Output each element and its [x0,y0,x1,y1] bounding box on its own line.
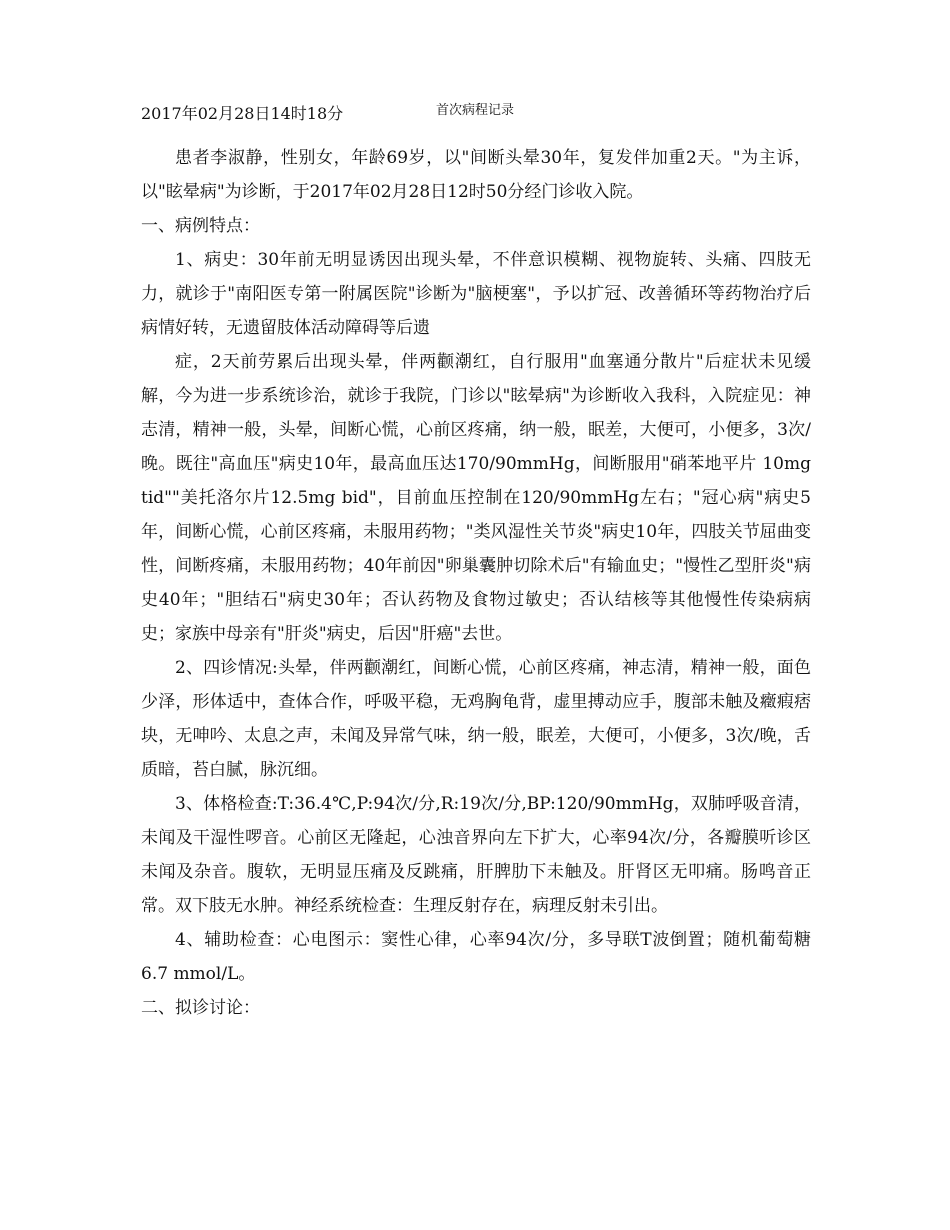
physical-exam-paragraph: 3、体格检查:T:36.4℃,P:94次/分,R:19次/分,BP:120/90mmHg，双肺呼吸音清，未闻及干湿性啰音。心前区无隆起，心浊音界向左下扩大，心率94次/分，各瓣膜听诊区未闻及杂音。腹软，无明显压痛及反跳痛，肝脾肋下未触及。肝肾区无叩痛。肠鸣音正常。双下肢无水肿。神经系统检查：生理反射存在，病理反射未引出。 [141,794,811,916]
record-title: 首次病程记录 [436,103,515,118]
auxiliary-exam-paragraph: 4、辅助检查：心电图示：窦性心律，心率94次/分，多导联T波倒置；随机葡萄糖6.7 mmol/L。 [141,930,811,984]
record-body [141,141,811,1025]
intro-paragraph: 患者李淑静，性别女，年龄69岁，以"间断头晕30年，复发伴加重2天。"为主诉，以"眩晕病"为诊断，于2017年02月28日12时50分经门诊收入院。 [141,148,811,202]
four-diagnosis-paragraph: 2、四诊情况:头晕，伴两颧潮红，间断心慌，心前区疼痛，神志清，精神一般，面色少泽，形体适中，查体合作，呼吸平稳，无鸡胸龟背，虚里搏动应手，腹部未触及癥瘕痞块，无呻吟、太息之声，未闻及异常气味，纳一般，眠差，大便可，小便多，3次/晚，舌质暗，苔白腻，脉沉细。 [141,658,811,780]
history-paragraph-1: 1、病史：30年前无明显诱因出现头晕，不伴意识模糊、视物旋转、头痛、四肢无力，就诊于"南阳医专第一附属医院"诊断为"脑梗塞"，予以扩冠、改善循环等药物治疗后病情好转，无遗留肢体活动障碍等后遗 [141,250,811,338]
history-paragraph-2: 症，2天前劳累后出现头晕，伴两颧潮红，自行服用"血塞通分散片"后症状未见缓解，今为进一步系统诊治，就诊于我院，门诊以"眩晕病"为诊断收入我科，入院症见：神志清，精神一般，头晕，间断心慌，心前区疼痛，纳一般，眠差，大便可，小便多，3次/晚。既往"高血压"病史10年，最高血压达170/90mmHg，间断服用"硝苯地平片 10mg tid""美托洛尔片12.5mg bid"，目前血压控制在120/90mmHg左右；"冠心病"病史5年，间断心慌，心前区疼痛，未服用药物；"类风湿性关节炎"病史10年，四肢关节屈曲变性，间断疼痛，未服用药物；40年前因"卵巢囊肿切除术后"有输血史；"慢性乙型肝炎"病史40年；"胆结石"病史30年；否认药物及食物过敏史；否认结核等其他慢性传染病病史；家族中母亲有"肝炎"病史，后因"肝癌"去世。 [141,352,811,644]
section-heading-diagnosis-discussion: 二、拟诊讨论： [141,998,260,1018]
section-heading-case-features: 一、病例特点： [141,216,260,236]
record-datetime: 2017年02月28日14时18分 [141,104,344,123]
